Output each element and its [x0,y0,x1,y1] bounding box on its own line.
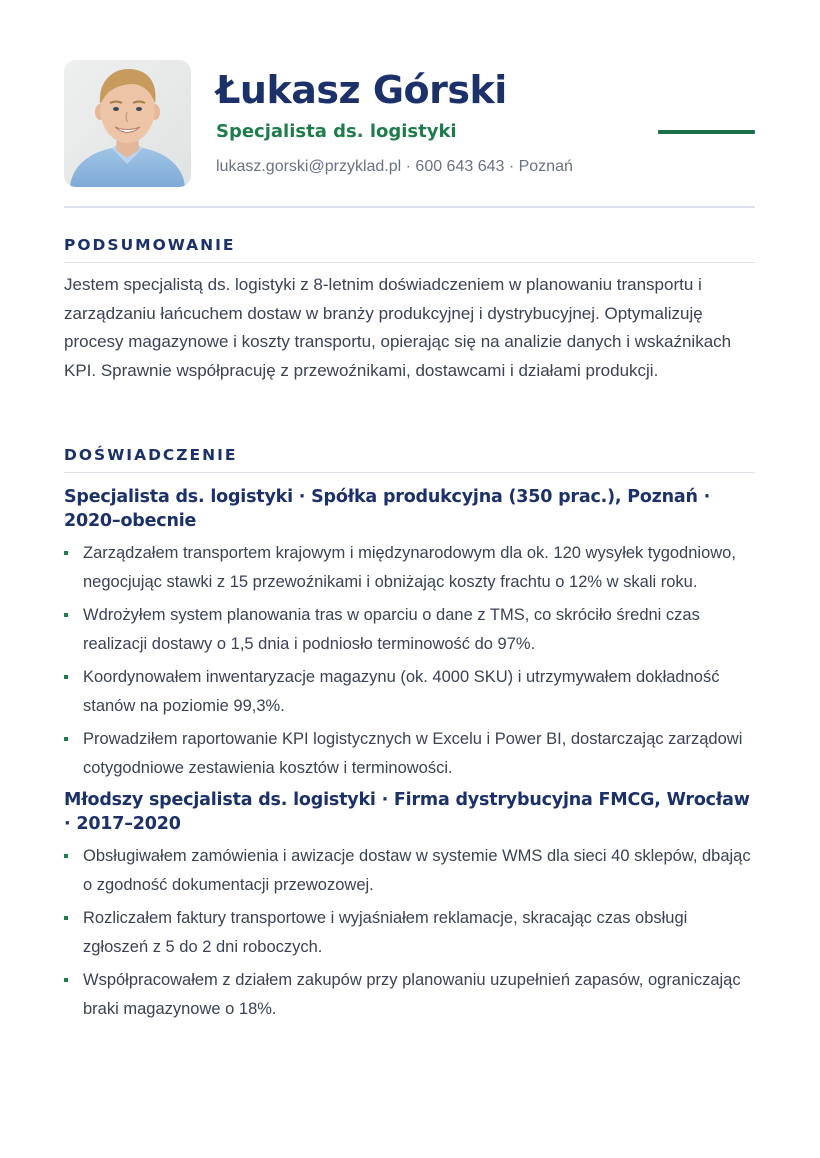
candidate-role: Specjalista ds. logistyki [216,121,457,142]
bullet-icon [64,854,68,858]
summary-rule [64,262,755,263]
job-title: Młodszy specjalista ds. logistyki · Firma dystrybucyjna FMCG, Wrocław · 2017–2020 [64,790,750,834]
header-divider [64,206,755,208]
job-bullets [64,842,755,1023]
candidate-name: Łukasz Górski [216,68,507,112]
list-item [64,663,755,720]
experience-section [64,444,755,1028]
contact-info: lukasz.gorski@przyklad.pl · 600 643 643 · Poznań [216,158,573,175]
bullet-text: Prowadziłem raportowanie KPI logistycznych w Excelu i Power BI, dostarczając zarządowi cotygodniowe zestawienia kosztów i terminowości. [83,730,743,777]
bullet-icon [64,613,68,617]
bullet-icon [64,737,68,741]
bullet-icon [64,916,68,920]
bullet-icon [64,675,68,679]
bullet-text: Współpracowałem z działem zakupów przy planowaniu uzupełnień zapasów, ograniczając braki magazynowe o 18%. [83,971,741,1018]
list-item [64,539,755,596]
profile-photo [64,60,191,187]
bullet-icon [64,551,68,555]
experience-rule [64,472,755,473]
bullet-text: Wdrożyłem system planowania tras w oparciu o dane z TMS, co skróciło średni czas realizacji dostawy o 1,5 dnia i podniosło terminowość do 97%. [83,606,700,653]
list-item [64,601,755,658]
bullet-text: Koordynowałem inwentaryzacje magazynu (ok. 4000 SKU) i utrzymywałem dokładność stanów na poziomie 99,3%. [83,668,720,715]
job-entry [64,485,755,782]
list-item [64,966,755,1023]
list-item [64,725,755,782]
portrait-photo [64,60,191,187]
job-bullets [64,539,755,782]
bullet-text: Rozliczałem faktury transportowe i wyjaśniałem reklamacje, skracając czas obsługi zgłoszeń z 5 do 2 dni roboczych. [83,909,688,956]
bullet-text: Obsługiwałem zamówienia i awizacje dostaw w systemie WMS dla sieci 40 sklepów, dbając o zgodność dokumentacji przewozowej. [83,847,751,894]
job-title: Specjalista ds. logistyki · Spółka produkcyjna (350 prac.), Poznań · 2020–obecnie [64,487,711,531]
accent-bar [658,130,755,134]
summary-section [64,234,755,385]
list-item [64,842,755,899]
resume-page [64,60,755,1018]
summary-heading: PODSUMOWANIE [64,236,236,254]
bullet-icon [64,978,68,982]
list-item [64,904,755,961]
experience-heading: DOŚWIADCZENIE [64,446,238,464]
job-entry [64,788,755,1023]
bullet-text: Zarządzałem transportem krajowym i międzynarodowym dla ok. 120 wysyłek tygodniowo, negocjując stawki z 15 przewoźnikami i obniżając koszty frachtu o 12% w skali roku. [83,544,736,591]
resume-header [64,60,755,188]
summary-text: Jestem specjalistą ds. logistyki z 8-letnim doświadczeniem w planowaniu transportu i zarządzaniu łańcuchem dostaw w branży produkcyjnej i dystrybucyjnej. Optymalizuję procesy magazynowe i koszty transportu, opierając się na analizie danych i wskaźnikach KPI. Sprawnie współpracuję z przewoźnikami, dostawcami i działami produkcji. [64,275,732,380]
